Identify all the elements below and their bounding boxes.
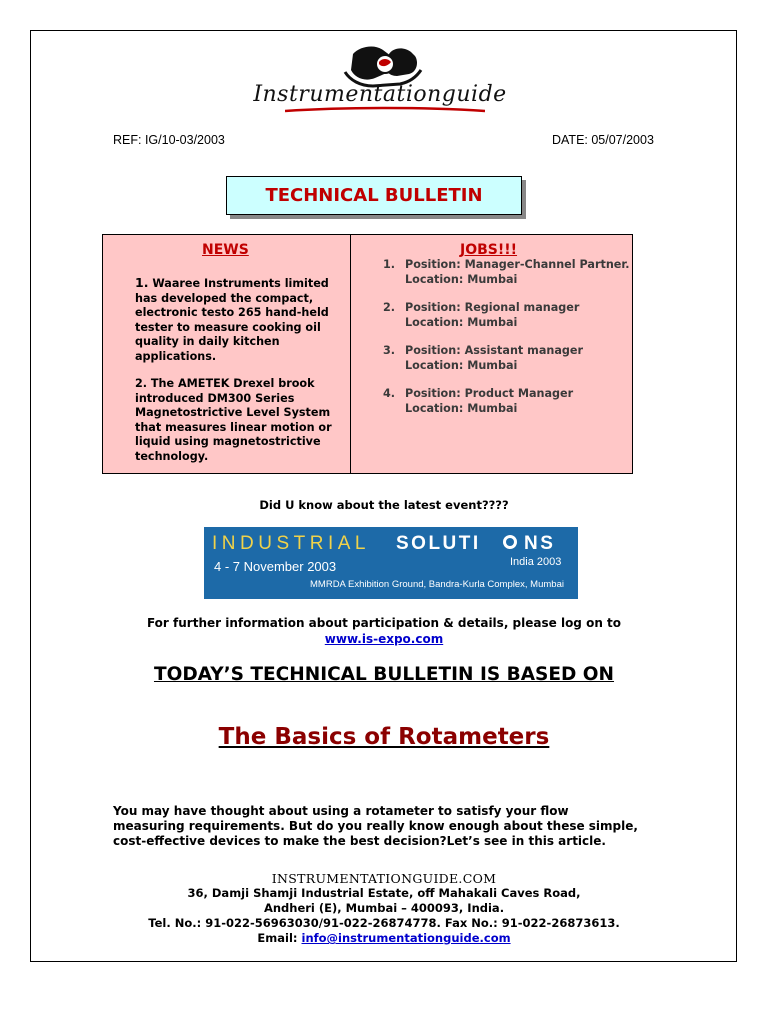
participation-info bbox=[0, 615, 768, 647]
news-item-2: 2. The AMETEK Drexel brook introduced DM300 Series Magnetostrictive Level System that measures linear motion or liquid using magnetostrictive technology. bbox=[135, 377, 332, 463]
footer-email-line bbox=[0, 931, 768, 946]
footer-address-line-1: 36, Damji Shamji Industrial Estate, off Mahakali Caves Road, bbox=[187, 886, 581, 900]
news-item-1-text: Waaree Instruments limited has developed the compact, electronic testo 265 hand-held tester to measure cooking oil quality in daily kitchen applications. bbox=[135, 277, 329, 363]
logo bbox=[225, 42, 535, 122]
event-banner[interactable] bbox=[204, 527, 578, 599]
logo-swoosh bbox=[285, 106, 485, 114]
news-jobs-table bbox=[102, 234, 633, 474]
event-website-link[interactable]: www.is-expo.com bbox=[324, 632, 444, 646]
job-position: Position: Product Manager bbox=[405, 387, 574, 400]
bulletin-title: TECHNICAL BULLETIN bbox=[265, 185, 483, 206]
jobs-heading: JOBS!!! bbox=[460, 242, 518, 258]
logo-text: Instrumentationguide bbox=[253, 82, 507, 107]
job-number: 2. bbox=[383, 301, 396, 314]
banner-word-ns: NS bbox=[524, 533, 556, 554]
job-number: 3. bbox=[383, 344, 396, 357]
info-text: For further information about participation & details, please log on to bbox=[146, 616, 622, 630]
job-position: Position: Assistant manager bbox=[405, 344, 583, 357]
banner-o-inner bbox=[506, 538, 514, 546]
job-location: Location: Mumbai bbox=[405, 315, 518, 329]
article-intro: You may have thought about using a rotameter to satisfy your flow measuring requirements. But do you really know enough about these simple, cost-effective devices to make the best decision?Let’s see in this article. bbox=[113, 804, 638, 848]
job-location: Location: Mumbai bbox=[405, 272, 518, 286]
footer-address bbox=[0, 871, 768, 946]
footer-email-label: Email: bbox=[257, 931, 302, 945]
job-location: Location: Mumbai bbox=[405, 401, 518, 415]
banner-venue: MMRDA Exhibition Ground, Bandra-Kurla Complex, Mumbai bbox=[310, 579, 564, 590]
footer-address-line-2: Andheri (E), Mumbai – 400093, India. bbox=[263, 901, 505, 915]
news-item-1 bbox=[135, 276, 345, 364]
banner-year: India 2003 bbox=[510, 556, 562, 568]
banner-word-industrial: INDUSTRIAL bbox=[212, 533, 370, 554]
job-position: Position: Regional manager bbox=[405, 301, 580, 314]
banner-dates: 4 - 7 November 2003 bbox=[214, 559, 337, 574]
news-heading: NEWS bbox=[202, 242, 249, 258]
job-number: 4. bbox=[383, 387, 396, 400]
article-title: The Basics of Rotameters bbox=[218, 724, 550, 750]
job-location: Location: Mumbai bbox=[405, 358, 518, 372]
job-number: 1. bbox=[383, 258, 396, 271]
column-divider bbox=[350, 235, 351, 473]
footer-email-link[interactable]: info@instrumentationguide.com bbox=[301, 931, 511, 945]
bulletin-date: DATE: 05/07/2003 bbox=[552, 133, 654, 147]
banner-word-solutions: SOLUTI bbox=[396, 533, 481, 554]
footer-phone: Tel. No.: 91-022-56963030/91-022-26874778. Fax No.: 91-022-26873613. bbox=[148, 916, 620, 930]
event-question: Did U know about the latest event???? bbox=[259, 498, 509, 512]
today-heading: TODAY’S TECHNICAL BULLETIN IS BASED ON bbox=[153, 664, 615, 685]
job-position: Position: Manager-Channel Partner. bbox=[405, 258, 630, 271]
bulletin-title-box bbox=[226, 176, 522, 215]
news-item-1-number: 1. bbox=[135, 275, 149, 290]
footer-site-name: INSTRUMENTATIONGUIDE.COM bbox=[271, 871, 497, 886]
reference-number: REF: IG/10-03/2003 bbox=[113, 133, 225, 147]
